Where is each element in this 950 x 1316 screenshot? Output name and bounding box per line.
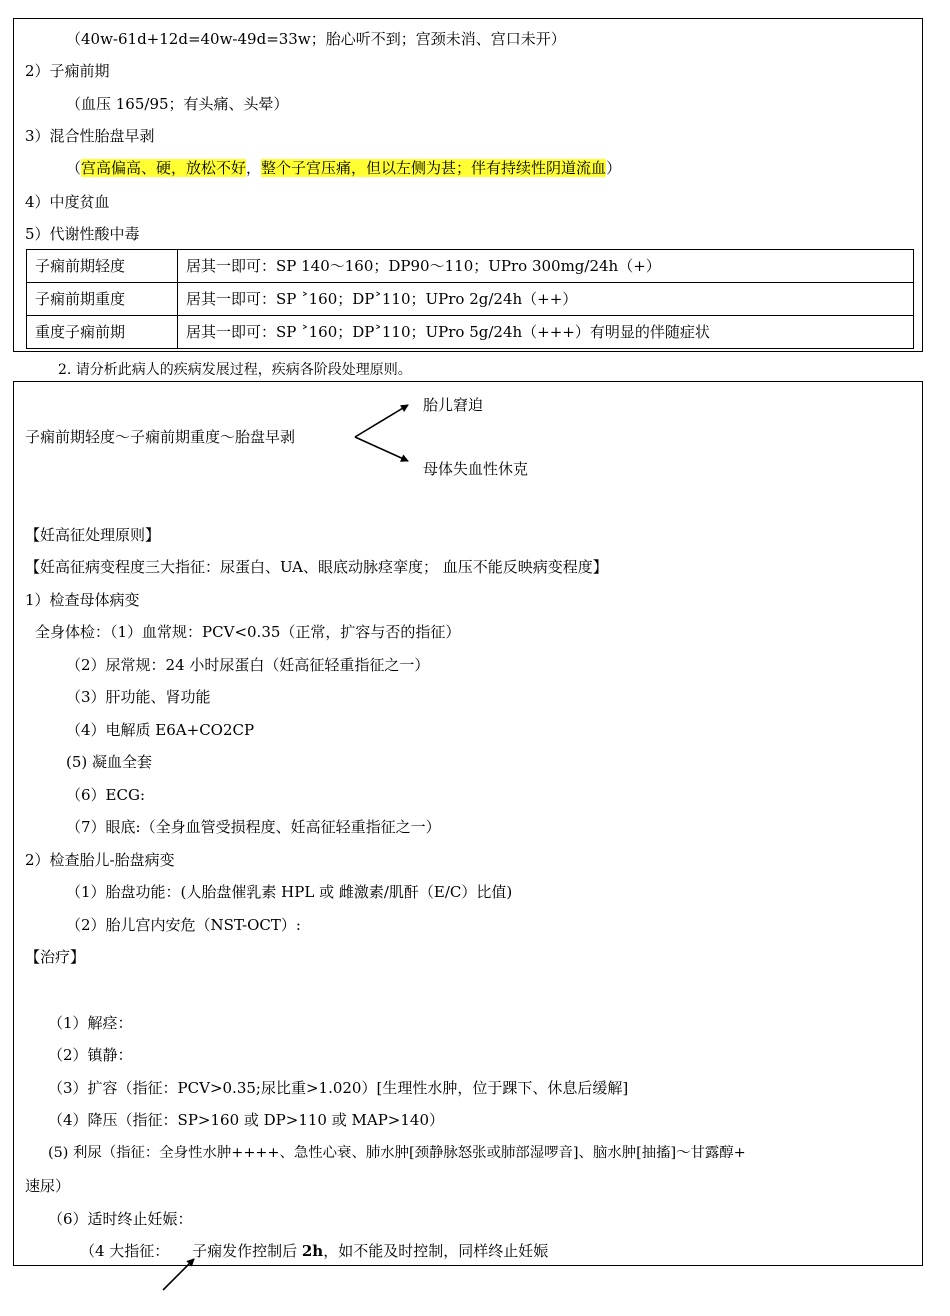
table-cell-level: 重度子痫前期 [27,316,178,349]
table-cell-level: 子痫前期重度 [27,283,178,316]
criteria-prefix: （4 大指征： [80,1242,170,1260]
separator: ， [246,159,262,177]
exam-item-5: (5) 凝血全套 [66,753,153,771]
diagnosis-item-2: 2）子痫前期 [25,62,110,80]
exam-item-6: （6）ECG: [66,786,146,804]
exam-item-7: （7）眼底:（全身血管受损程度、妊高征轻重指征之一） [66,818,441,836]
three-indicators: 【妊高征病变程度三大指征：尿蛋白、UA、眼底动脉痉挛度； 血压不能反映病变程度】 [25,558,608,576]
paren-open: （ [66,159,82,177]
fetal-item-1: （1）胎盘功能：(人胎盘催乳素 HPL 或 雌激素/肌酐（E/C）比值) [66,883,513,901]
highlight-text-1: 宫高偏高、硬，放松不好 [81,159,247,177]
exam-item-1: 全身体检：（1）血常规：PCV<0.35（正常，扩容与否的指征） [35,623,461,641]
exam-item-3: （3）肝功能、肾功能 [66,688,211,706]
arrow-to-maternal-shock [355,437,408,461]
termination-criteria [80,1244,548,1259]
principle-title: 【妊高征处理原则】 [25,526,161,544]
table-cell-criteria: 居其一即可：SP ˃160；DP˃110；UPro 5g/24h（+++）有明显的伴随症状 [178,316,914,349]
table-cell-level: 子痫前期轻度 [27,250,178,283]
exam-item-4: （4）电解质 E6A+CO2CP [66,721,255,739]
exam-item-2: （2）尿常规：24 小时尿蛋白（妊高征轻重指征之一） [66,656,430,674]
pointer-arrow [163,1259,194,1290]
treatment-item-4: （4）降压（指征：SP>160 或 DP>110 或 MAP>140） [48,1111,444,1129]
outcome-maternal-shock: 母体失血性休克 [423,460,529,478]
check-mother-heading: 1）检查母体病变 [25,591,140,609]
table-cell-criteria: 居其一即可：SP 140～160；DP90～110；UPro 300mg/24h（+） [178,250,914,283]
highlight-text-2: 整个子宫压痛，但以左侧为甚；伴有持续性阴道流血 [261,159,607,177]
fetal-item-2: （2）胎儿宫内安危（NST-OCT）: [66,916,301,934]
table-cell-criteria: 居其一即可：SP ˃160；DP˃110；UPro 2g/24h（++） [178,283,914,316]
question-2: 2. 请分析此病人的疾病发展过程，疾病各阶段处理原则。 [58,362,412,378]
treatment-item-5: (5) 利尿（指征：全身性水肿++++、急性心衰、肺水肿[颈静脉怒张或肺部湿啰音]、脑水肿[抽搐]～甘露醇+ [48,1145,746,1161]
treatment-item-5-cont: 速尿） [25,1177,71,1195]
arrow-to-fetal-distress [355,405,408,437]
criteria-post: ，如不能及时控制，同样终止妊娠 [323,1242,549,1260]
paren-close: ） [606,159,622,177]
outcome-fetal-distress: 胎儿窘迫 [423,396,484,414]
check-fetus-heading: 2）检查胎儿-胎盘病变 [25,851,175,869]
disease-progression-chain: 子痫前期轻度～子痫前期重度～胎盘早剥 [25,428,296,446]
gestation-calc-line: （40w-61d+12d=40w-49d=33w；胎心听不到；宫颈未消、宫口未开） [66,30,566,48]
treatment-item-1: （1）解痉： [48,1014,133,1032]
treatment-item-6: （6）适时终止妊娠： [48,1210,193,1228]
treatment-title: 【治疗】 [25,948,86,966]
treatment-item-2: （2）镇静： [48,1046,133,1064]
diagnosis-item-5: 5）代谢性酸中毒 [25,225,140,243]
diagnosis-item-4: 4）中度贫血 [25,193,110,211]
criteria-bold-time: 2h [301,1242,324,1260]
treatment-item-3: （3）扩容（指征：PCV>0.35;尿比重>1.020）[生理性水肿，位于踝下、休息后缓解] [48,1079,629,1097]
diagnosis-item-2-detail: （血压 165/95；有头痛、头晕） [66,95,289,113]
criteria-main: 子痫发作控制后 [192,1242,302,1260]
diagnosis-item-3: 3）混合性胎盘早剥 [25,127,155,145]
